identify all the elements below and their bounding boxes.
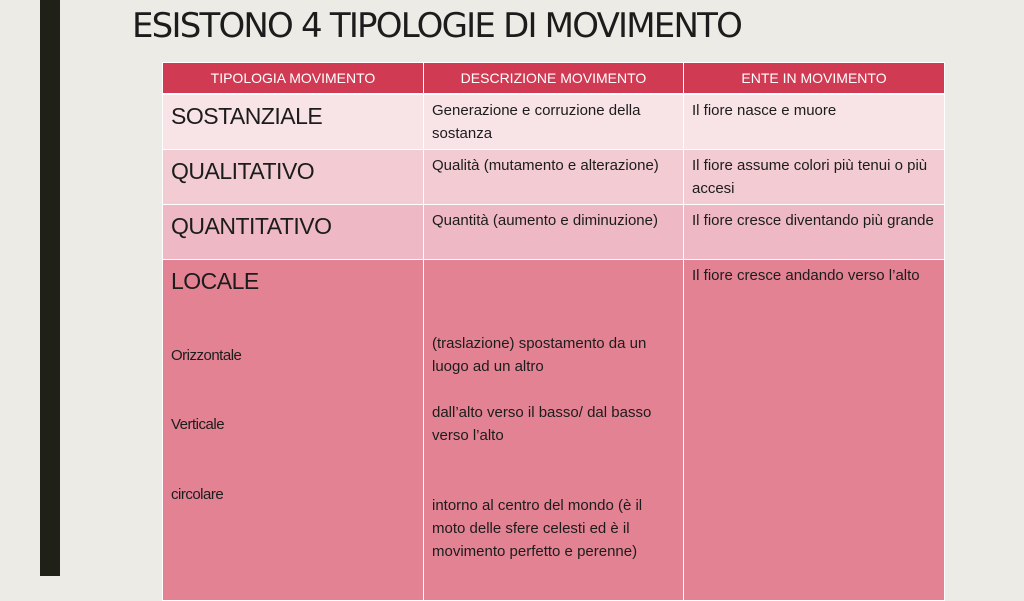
movement-types-table: [162, 62, 945, 601]
table-row-sostanziale: [163, 94, 945, 150]
cell-description: Qualità (mutamento e alterazione): [424, 150, 684, 205]
cell-entity: Il fiore assume colori più tenui o più accesi: [684, 150, 945, 205]
slide-title: ESISTONO 4 TIPOLOGIE DI MOVIMENTO: [132, 6, 742, 46]
header-entity: ENTE IN MOVIMENTO: [684, 63, 945, 95]
table-row-quantitativo: [163, 205, 945, 260]
cell-description: Generazione e corruzione della sostanza: [424, 94, 684, 150]
cell-type: SOSTANZIALE: [163, 94, 424, 150]
subtype-label-vertical: Verticale: [171, 416, 225, 433]
cell-type: QUANTITATIVO: [163, 205, 424, 260]
local-type-label: LOCALE: [171, 268, 259, 294]
header-description: DESCRIZIONE MOVIMENTO: [424, 63, 684, 95]
table-row-qualitativo: [163, 150, 945, 205]
subtype-label-horizontal: Orizzontale: [171, 347, 242, 364]
cell-description: Quantità (aumento e diminuzione): [424, 205, 684, 260]
cell-description-locale: [424, 260, 684, 601]
table-row-locale: [163, 260, 945, 601]
cell-entity: Il fiore nasce e muore: [684, 94, 945, 150]
cell-type: QUALITATIVO: [163, 150, 424, 205]
table-header-row: [163, 63, 945, 95]
left-accent-bar: [40, 0, 60, 576]
cell-type-locale: [163, 260, 424, 601]
cell-entity-locale: Il fiore cresce andando verso l’alto: [684, 260, 945, 601]
subtype-description-horizontal: (traslazione) spostamento da un luogo ad un altro: [432, 335, 647, 375]
header-type: TIPOLOGIA MOVIMENTO: [163, 63, 424, 95]
subtype-description-vertical: dall’alto verso il basso/ dal basso verso l’alto: [432, 404, 652, 444]
cell-entity: Il fiore cresce diventando più grande: [684, 205, 945, 260]
subtype-description-circular: intorno al centro del mondo (è il moto delle sfere celesti ed è il movimento perfetto e perenne): [432, 497, 643, 560]
subtype-label-circular: circolare: [171, 486, 224, 503]
